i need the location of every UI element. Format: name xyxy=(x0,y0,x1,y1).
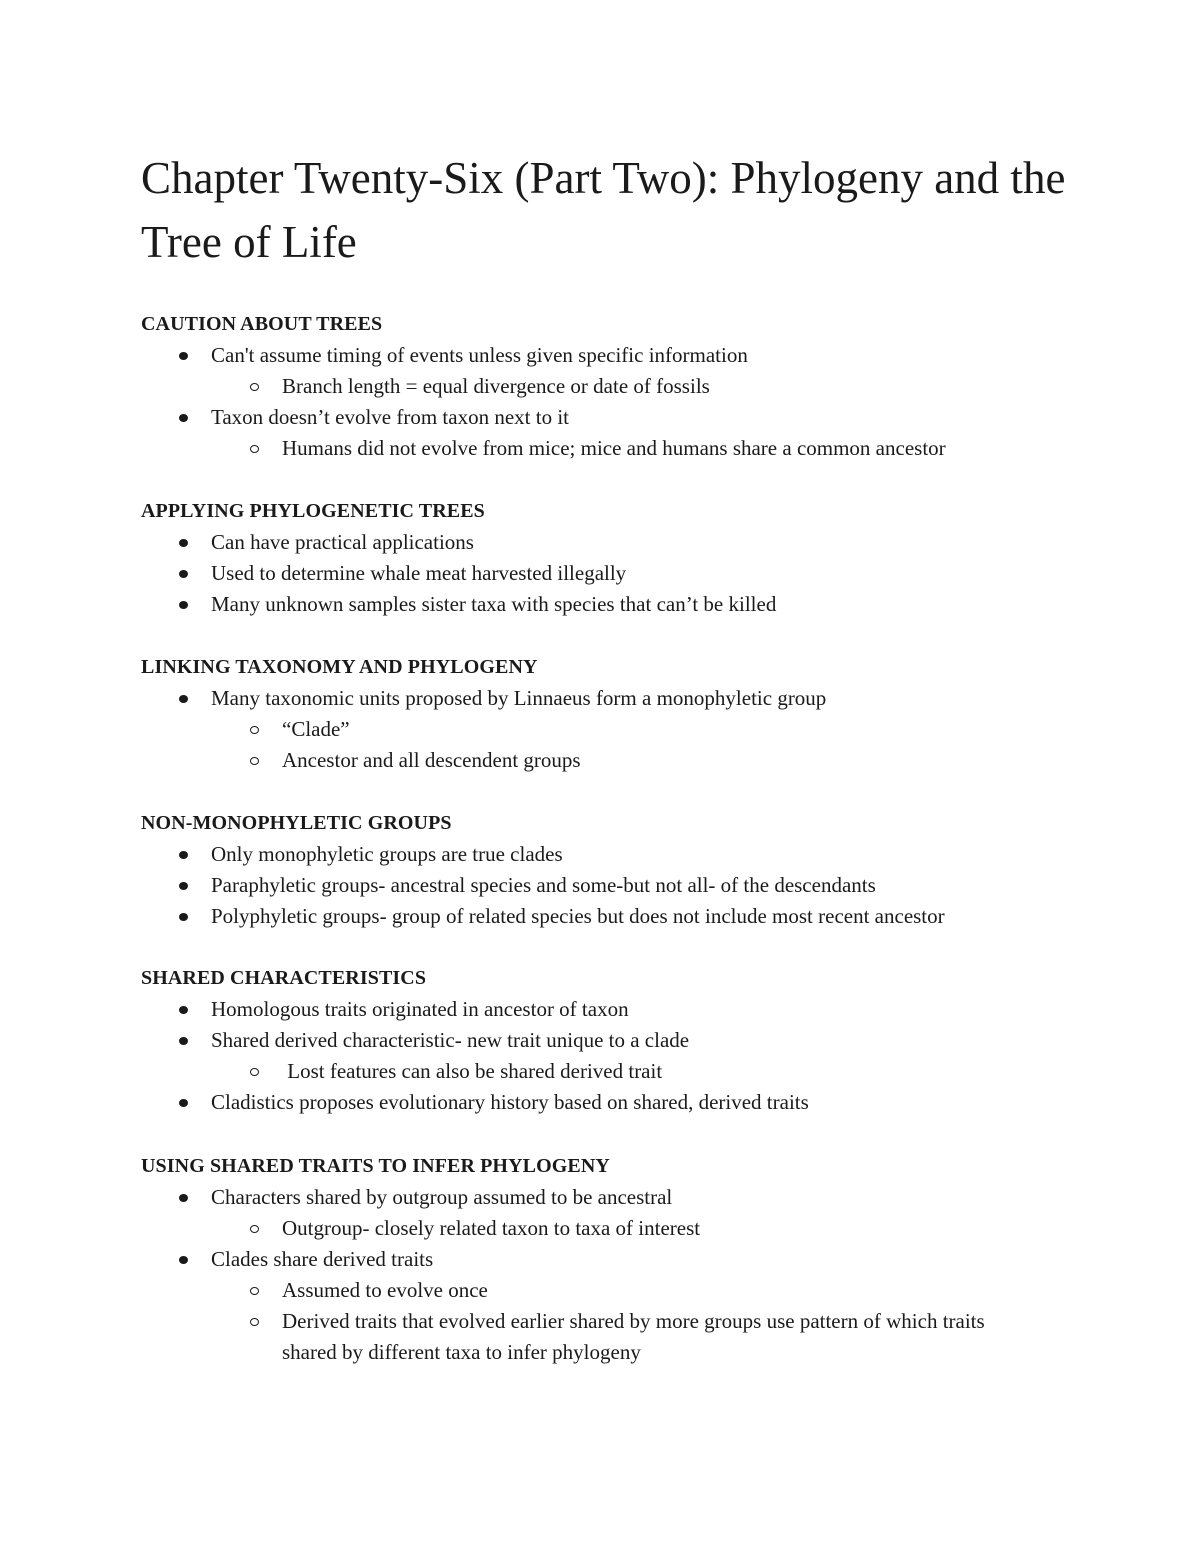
bullet-icon xyxy=(179,1006,188,1014)
section-heading: SHARED CHARACTERISTICS xyxy=(141,967,427,989)
list-item: Used to determine whale meat harvested illegally xyxy=(141,558,1141,589)
list-item: Outgroup- closely related taxon to taxa of interest xyxy=(141,1213,1141,1244)
list-item: Paraphyletic groups- ancestral species and some-but not all- of the descendants xyxy=(141,870,1141,901)
list-item: Derived traits that evolved earlier shared by more groups use pattern of which traits shared by different taxa to infer phylogeny xyxy=(141,1306,1141,1368)
list-item: Lost features can also be shared derived trait xyxy=(141,1056,1141,1087)
list-item: Can't assume timing of events unless given specific information xyxy=(141,340,1141,371)
section-heading: APPLYING PHYLOGENETIC TREES xyxy=(141,500,485,522)
bullet-icon xyxy=(179,539,188,547)
section-heading: NON-MONOPHYLETIC GROUPS xyxy=(141,812,452,834)
bullet-icon xyxy=(179,851,188,859)
list-item: Polyphyletic groups- group of related species but does not include most recent ancestor xyxy=(141,901,1141,932)
bullet-icon xyxy=(179,1099,188,1107)
list-item: Can have practical applications xyxy=(141,527,1141,558)
page-title: Chapter Twenty-Six (Part Two): Phylogeny and the Tree of Life xyxy=(141,153,1066,267)
section-heading: USING SHARED TRAITS TO INFER PHYLOGENY xyxy=(141,1155,610,1177)
list-item: Assumed to evolve once xyxy=(141,1275,1141,1306)
hollow-bullet-icon xyxy=(250,1068,259,1076)
list-item: Cladistics proposes evolutionary history based on shared, derived traits xyxy=(141,1087,1141,1118)
section-non-monophyletic-groups xyxy=(141,808,1141,932)
hollow-bullet-icon xyxy=(250,1318,259,1326)
bullet-icon xyxy=(179,1194,188,1202)
list-item: Branch length = equal divergence or date of fossils xyxy=(141,371,1141,402)
section-applying-phylogenetic-trees xyxy=(141,496,1141,620)
list-item: Only monophyletic groups are true clades xyxy=(141,839,1141,870)
hollow-bullet-icon xyxy=(250,1287,259,1295)
bullet-icon xyxy=(179,695,188,703)
section-using-shared-traits-to-infer-phylogeny xyxy=(141,1151,1141,1368)
bullet-icon xyxy=(179,352,188,360)
list-item: Homologous traits originated in ancestor of taxon xyxy=(141,994,1141,1025)
list-item: “Clade” xyxy=(141,714,1141,745)
bullet-icon xyxy=(179,913,188,921)
list-item: Clades share derived traits xyxy=(141,1244,1141,1275)
hollow-bullet-icon xyxy=(250,726,259,734)
list-item: Many unknown samples sister taxa with species that can’t be killed xyxy=(141,589,1141,620)
list-item: Ancestor and all descendent groups xyxy=(141,745,1141,776)
section-heading: LINKING TAXONOMY AND PHYLOGENY xyxy=(141,656,538,678)
hollow-bullet-icon xyxy=(250,383,259,391)
section-shared-characteristics xyxy=(141,963,1141,1118)
bullet-icon xyxy=(179,1256,188,1264)
hollow-bullet-icon xyxy=(250,1225,259,1233)
bullet-icon xyxy=(179,570,188,578)
list-item: Many taxonomic units proposed by Linnaeus form a monophyletic group xyxy=(141,683,1141,714)
list-item: Characters shared by outgroup assumed to be ancestral xyxy=(141,1182,1141,1213)
hollow-bullet-icon xyxy=(250,445,259,453)
list-item: Taxon doesn’t evolve from taxon next to it xyxy=(141,402,1141,433)
hollow-bullet-icon xyxy=(250,757,259,765)
bullet-icon xyxy=(179,601,188,609)
section-caution-about-trees xyxy=(141,309,1141,464)
section-heading: CAUTION ABOUT TREES xyxy=(141,313,383,335)
bullet-icon xyxy=(179,1037,188,1045)
bullet-icon xyxy=(179,882,188,890)
list-item: Shared derived characteristic- new trait unique to a clade xyxy=(141,1025,1141,1056)
bullet-icon xyxy=(179,414,188,422)
section-linking-taxonomy-and-phylogeny xyxy=(141,652,1141,776)
list-item: Humans did not evolve from mice; mice and humans share a common ancestor xyxy=(141,433,1141,464)
